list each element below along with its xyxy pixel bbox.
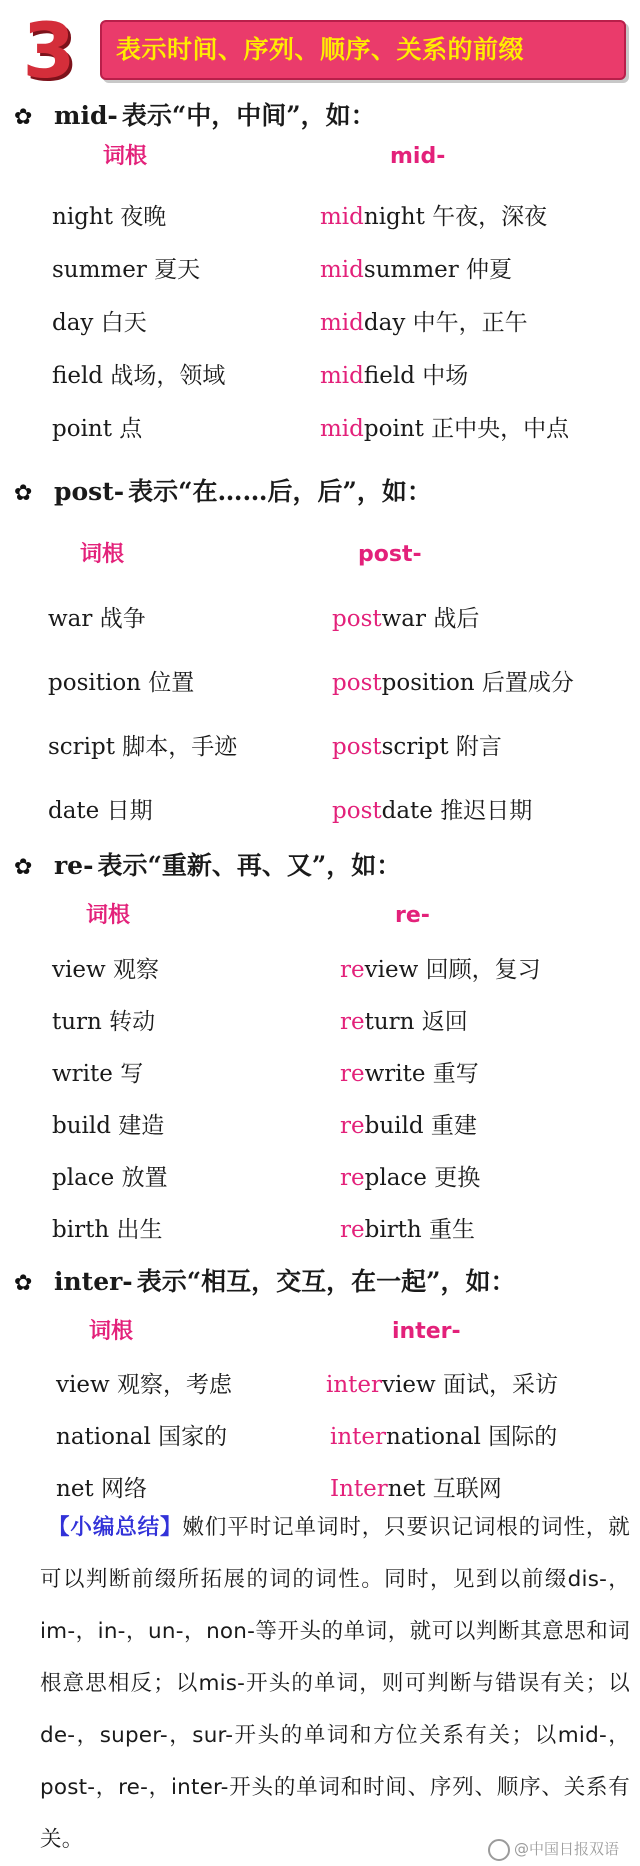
flower-bullet-icon: ✿ — [14, 855, 33, 880]
summary-label: 【小编总结】 — [48, 1515, 183, 1540]
prefixed-word: rebirth 重生 — [340, 1217, 476, 1243]
column-header-root: 词根 — [80, 542, 125, 567]
column-header-prefix: post- — [358, 542, 422, 567]
root-word: date 日期 — [48, 798, 153, 824]
root-word: war 战争 — [48, 606, 146, 632]
section-heading: ✿ mid- 表示“中，中间”，如： — [14, 96, 376, 136]
section-heading: ✿ inter- 表示“相互，交互，在一起”，如： — [14, 1262, 515, 1302]
prefixed-word: review 回顾，复习 — [340, 957, 541, 983]
flower-bullet-icon: ✿ — [14, 481, 33, 506]
prefixed-word: Internet 互联网 — [330, 1476, 502, 1502]
prefixed-word: midfield 中场 — [320, 363, 469, 389]
root-word: turn 转动 — [52, 1009, 156, 1035]
prefixed-word: midpoint 正中央，中点 — [320, 416, 570, 442]
prefixed-word: international 国际的 — [330, 1424, 558, 1450]
root-word: point 点 — [52, 416, 143, 442]
prefixed-word: replace 更换 — [340, 1165, 481, 1191]
column-header-prefix: mid- — [390, 144, 446, 169]
prefixed-word: postwar 战后 — [332, 606, 480, 632]
prefixed-word: rebuild 重建 — [340, 1113, 477, 1139]
weibo-icon — [488, 1839, 510, 1861]
root-word: position 位置 — [48, 670, 195, 696]
section-heading: ✿ re- 表示“重新、再、又”，如： — [14, 846, 401, 886]
root-word: national 国家的 — [56, 1424, 228, 1450]
prefixed-word: postscript 附言 — [332, 734, 502, 760]
root-word: day 白天 — [52, 310, 147, 336]
section-heading: ✿ post- 表示“在……后，后”，如： — [14, 472, 432, 512]
column-header-prefix: inter- — [392, 1319, 461, 1344]
summary-paragraph — [40, 1502, 630, 1866]
prefixed-word: return 返回 — [340, 1009, 468, 1035]
prefixed-word: interview 面试，采访 — [326, 1372, 558, 1398]
page-title: 表示时间、序列、顺序、关系的前缀 — [100, 20, 626, 80]
prefixed-word: midnight 午夜，深夜 — [320, 204, 548, 230]
prefixed-word: rewrite 重写 — [340, 1061, 479, 1087]
root-word: net 网络 — [56, 1476, 147, 1502]
column-header-prefix: re- — [395, 903, 430, 928]
flower-bullet-icon: ✿ — [14, 1271, 33, 1296]
prefixed-word: postposition 后置成分 — [332, 670, 574, 696]
flower-bullet-icon: ✿ — [14, 105, 33, 130]
column-header-root: 词根 — [89, 1319, 134, 1344]
root-word: build 建造 — [52, 1113, 165, 1139]
column-header-root: 词根 — [103, 144, 148, 169]
root-word: view 观察，考虑 — [56, 1372, 232, 1398]
root-word: summer 夏天 — [52, 257, 201, 283]
prefixed-word: midday 中午，正午 — [320, 310, 528, 336]
root-word: place 放置 — [52, 1165, 168, 1191]
prefixed-word: midsummer 仲夏 — [320, 257, 513, 283]
root-word: night 夜晚 — [52, 204, 167, 230]
watermark: @中国日报双语 — [488, 1836, 619, 1862]
root-word: script 脚本，手迹 — [48, 734, 238, 760]
summary-text: 嫩们平时记单词时，只要识记词根的词性，就可以判断前缀所拓展的词的词性。同时，见到以前缀dis-，im-，in-，un-，non-等开头的单词，就可以判断其意思和词根意思相反；以mis-开头的单词，则可判断与错误有关；以de-，super-，sur-开头的单词和方位关系有关；以mid-，post-，re-，inter-开头的单词和时间、序列、顺序、关系有关。 — [40, 1515, 630, 1852]
prefixed-word: postdate 推迟日期 — [332, 798, 533, 824]
root-word: field 战场，领域 — [52, 363, 226, 389]
column-header-root: 词根 — [86, 903, 131, 928]
header — [0, 0, 640, 95]
section-number-badge: 3 — [22, 6, 76, 95]
root-word: write 写 — [52, 1061, 144, 1087]
root-word: view 观察 — [52, 957, 159, 983]
root-word: birth 出生 — [52, 1217, 163, 1243]
